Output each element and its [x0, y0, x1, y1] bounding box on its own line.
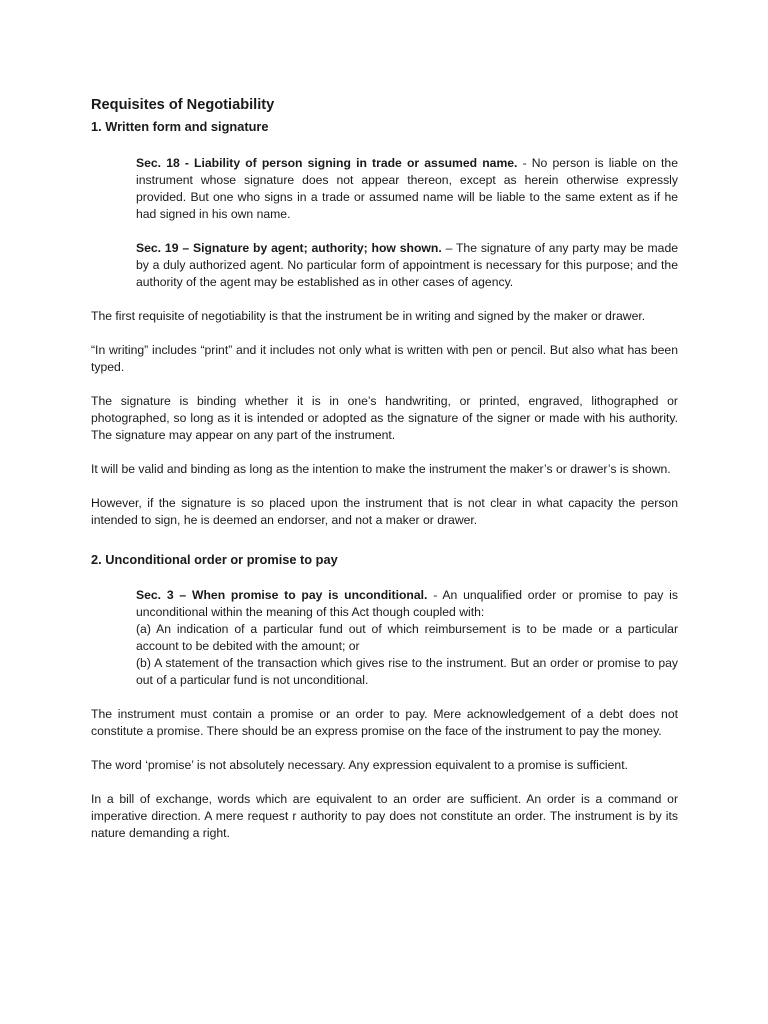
- paragraph: It will be valid and binding as long as the intention to make the instrument the maker’s or drawer’s is shown.: [91, 462, 671, 476]
- paragraph: In a bill of exchange, words which are equivalent to an order are sufficient. An order is a command or imperative direction. A mere request r authority to pay does not constitute an order. The instrument is by its nature demanding a right.: [91, 792, 678, 840]
- statute-item-b: (b) A statement of the transaction which gives rise to the instrument. But an order or promise to pay out of a particular fund is not unconditional.: [136, 656, 678, 687]
- paragraph: The word ‘promise’ is not absolutely necessary. Any expression equivalent to a promise is sufficient.: [91, 758, 628, 772]
- section-heading-1: 1. Written form and signature: [91, 119, 269, 134]
- statute-quote-lead: Sec. 18 - Liability of person signing in trade or assumed name.: [136, 156, 518, 170]
- statute-quote-sec-18: [136, 155, 678, 223]
- statute-quote-text: - An unqualified order or promise to pay is unconditional within the meaning of this Act though coupled with:: [136, 588, 678, 619]
- statute-quote-lead: Sec. 19 – Signature by agent; authority; how shown.: [136, 241, 442, 255]
- paragraph: “In writing” includes “print” and it includes not only what is written with pen or pencil. But also what has been typed.: [91, 343, 678, 374]
- paragraph: However, if the signature is so placed upon the instrument that is not clear in what capacity the person intended to sign, he is deemed an endorser, and not a maker or drawer.: [91, 496, 678, 527]
- statute-quote-sec-3: [136, 587, 678, 689]
- statute-quote-text: – The signature of any party may be made by a duly authorized agent. No particular form of appointment is necessary for this purpose; and the authority of the agent may be established as in other cases of agency.: [136, 241, 679, 289]
- paragraph: The signature is binding whether it is in one’s handwriting, or printed, engraved, lithographed or photographed, so long as it is intended or adopted as the signature of the signer or made with his authority. The signature may appear on any part of the instrument.: [91, 394, 678, 442]
- paragraph: The first requisite of negotiability is that the instrument be in writing and signed by the maker or drawer.: [91, 309, 646, 323]
- paragraph: The instrument must contain a promise or an order to pay. Mere acknowledgement of a debt does not constitute a promise. There should be an express promise on the face of the instrument to pay the money.: [91, 707, 678, 738]
- statute-quote-sec-19: [136, 240, 678, 291]
- statute-quote-text: - No person is liable on the instrument whose signature does not appear thereon, except as herein otherwise expressly provided. But one who signs in a trade or assumed name will be liable to the same extent as if he had signed in his own name.: [136, 156, 678, 221]
- document-title: Requisites of Negotiability: [91, 97, 275, 113]
- statute-quote-lead: Sec. 3 – When promise to pay is unconditional.: [136, 588, 428, 602]
- statute-item-a: (a) An indication of a particular fund out of which reimbursement is to be made or a particular account to be debited with the amount; or: [136, 622, 678, 653]
- section-written-form: [91, 118, 678, 529]
- section-heading-2: 2. Unconditional order or promise to pay: [91, 552, 338, 567]
- section-unconditional-order: [91, 551, 678, 842]
